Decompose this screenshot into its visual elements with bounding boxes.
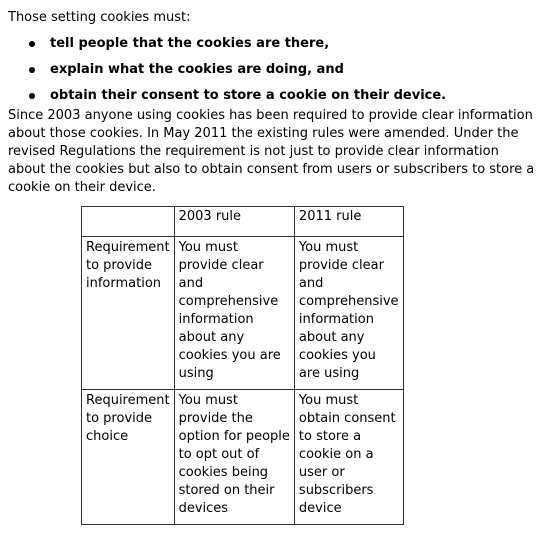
cell-line: device xyxy=(298,501,342,516)
table-header-cell xyxy=(82,207,175,237)
cell-line: stored on their xyxy=(178,483,275,498)
cell-line: to store a xyxy=(298,429,362,444)
cell-line: comprehensive xyxy=(298,294,399,309)
intro-text: Those setting cookies must: xyxy=(8,10,191,25)
table-cell xyxy=(174,390,294,525)
cell-line: information xyxy=(86,276,162,291)
cell-line: Requirement xyxy=(86,393,170,408)
cell-line: You must xyxy=(178,240,238,255)
paragraph-line: about the cookies but also to obtain consent from users or subscribers to store a xyxy=(8,162,535,177)
cell-line: subscribers xyxy=(298,483,374,498)
bullet-icon xyxy=(29,93,35,99)
cell-line: provide clear xyxy=(178,258,264,273)
cell-line: about any xyxy=(178,330,245,345)
cell-line: option for people xyxy=(178,429,290,444)
cell-line: You must xyxy=(298,240,359,255)
cell-line: Requirement xyxy=(86,240,170,255)
cell-line: provide clear xyxy=(298,258,384,273)
list-item xyxy=(8,35,446,61)
cell-line: choice xyxy=(86,429,129,444)
table-cell xyxy=(294,237,403,390)
table-row xyxy=(82,237,404,390)
cell-line: and xyxy=(298,276,324,291)
body-paragraph xyxy=(8,107,535,197)
cell-line: devices xyxy=(178,501,229,516)
cell-line: cookies you are xyxy=(178,348,281,363)
list-item-text: explain what the cookies are doing, and xyxy=(50,62,344,77)
cell-line: using xyxy=(178,366,214,381)
paragraph-line: about those cookies. In May 2011 the existing rules were amended. Under the xyxy=(8,126,519,141)
cell-line: information xyxy=(298,312,374,327)
cell-line: to opt out of xyxy=(178,447,260,462)
cell-line: obtain consent xyxy=(298,411,396,426)
table-cell xyxy=(174,237,294,390)
cell-line: to provide xyxy=(86,258,153,273)
bullet-icon xyxy=(29,67,35,73)
cell-line: cookie on a xyxy=(298,447,374,462)
cell-line: You must xyxy=(298,393,359,408)
cell-line: are using xyxy=(298,366,360,381)
cell-line: and xyxy=(178,276,204,291)
table-row-label xyxy=(82,390,175,525)
table-header-row xyxy=(82,207,404,237)
table-row-label xyxy=(82,237,175,390)
paragraph-line: cookie on their device. xyxy=(8,180,156,195)
paragraph-line: Since 2003 anyone using cookies has been required to provide clear information xyxy=(8,108,533,123)
cell-line: user or xyxy=(298,465,345,480)
cell-line: about any xyxy=(298,330,365,345)
requirements-list xyxy=(8,35,446,113)
list-item-text: obtain their consent to store a cookie on their device. xyxy=(50,88,447,103)
bullet-icon xyxy=(29,41,35,47)
cell-line: cookies being xyxy=(178,465,269,480)
table-header-cell: 2011 rule xyxy=(294,207,403,237)
list-item xyxy=(8,61,446,87)
cell-line: information xyxy=(178,312,254,327)
table-cell xyxy=(294,390,403,525)
cell-line: provide the xyxy=(178,411,253,426)
rules-comparison-table xyxy=(81,206,404,525)
table-header-cell: 2003 rule xyxy=(174,207,294,237)
paragraph-line: revised Regulations the requirement is not just to provide clear information xyxy=(8,144,499,159)
cell-line: You must xyxy=(178,393,238,408)
cell-line: to provide xyxy=(86,411,153,426)
cell-line: comprehensive xyxy=(178,294,279,309)
list-item-text: tell people that the cookies are there, xyxy=(50,36,330,51)
cell-line: cookies you xyxy=(298,348,376,363)
table-row xyxy=(82,390,404,525)
